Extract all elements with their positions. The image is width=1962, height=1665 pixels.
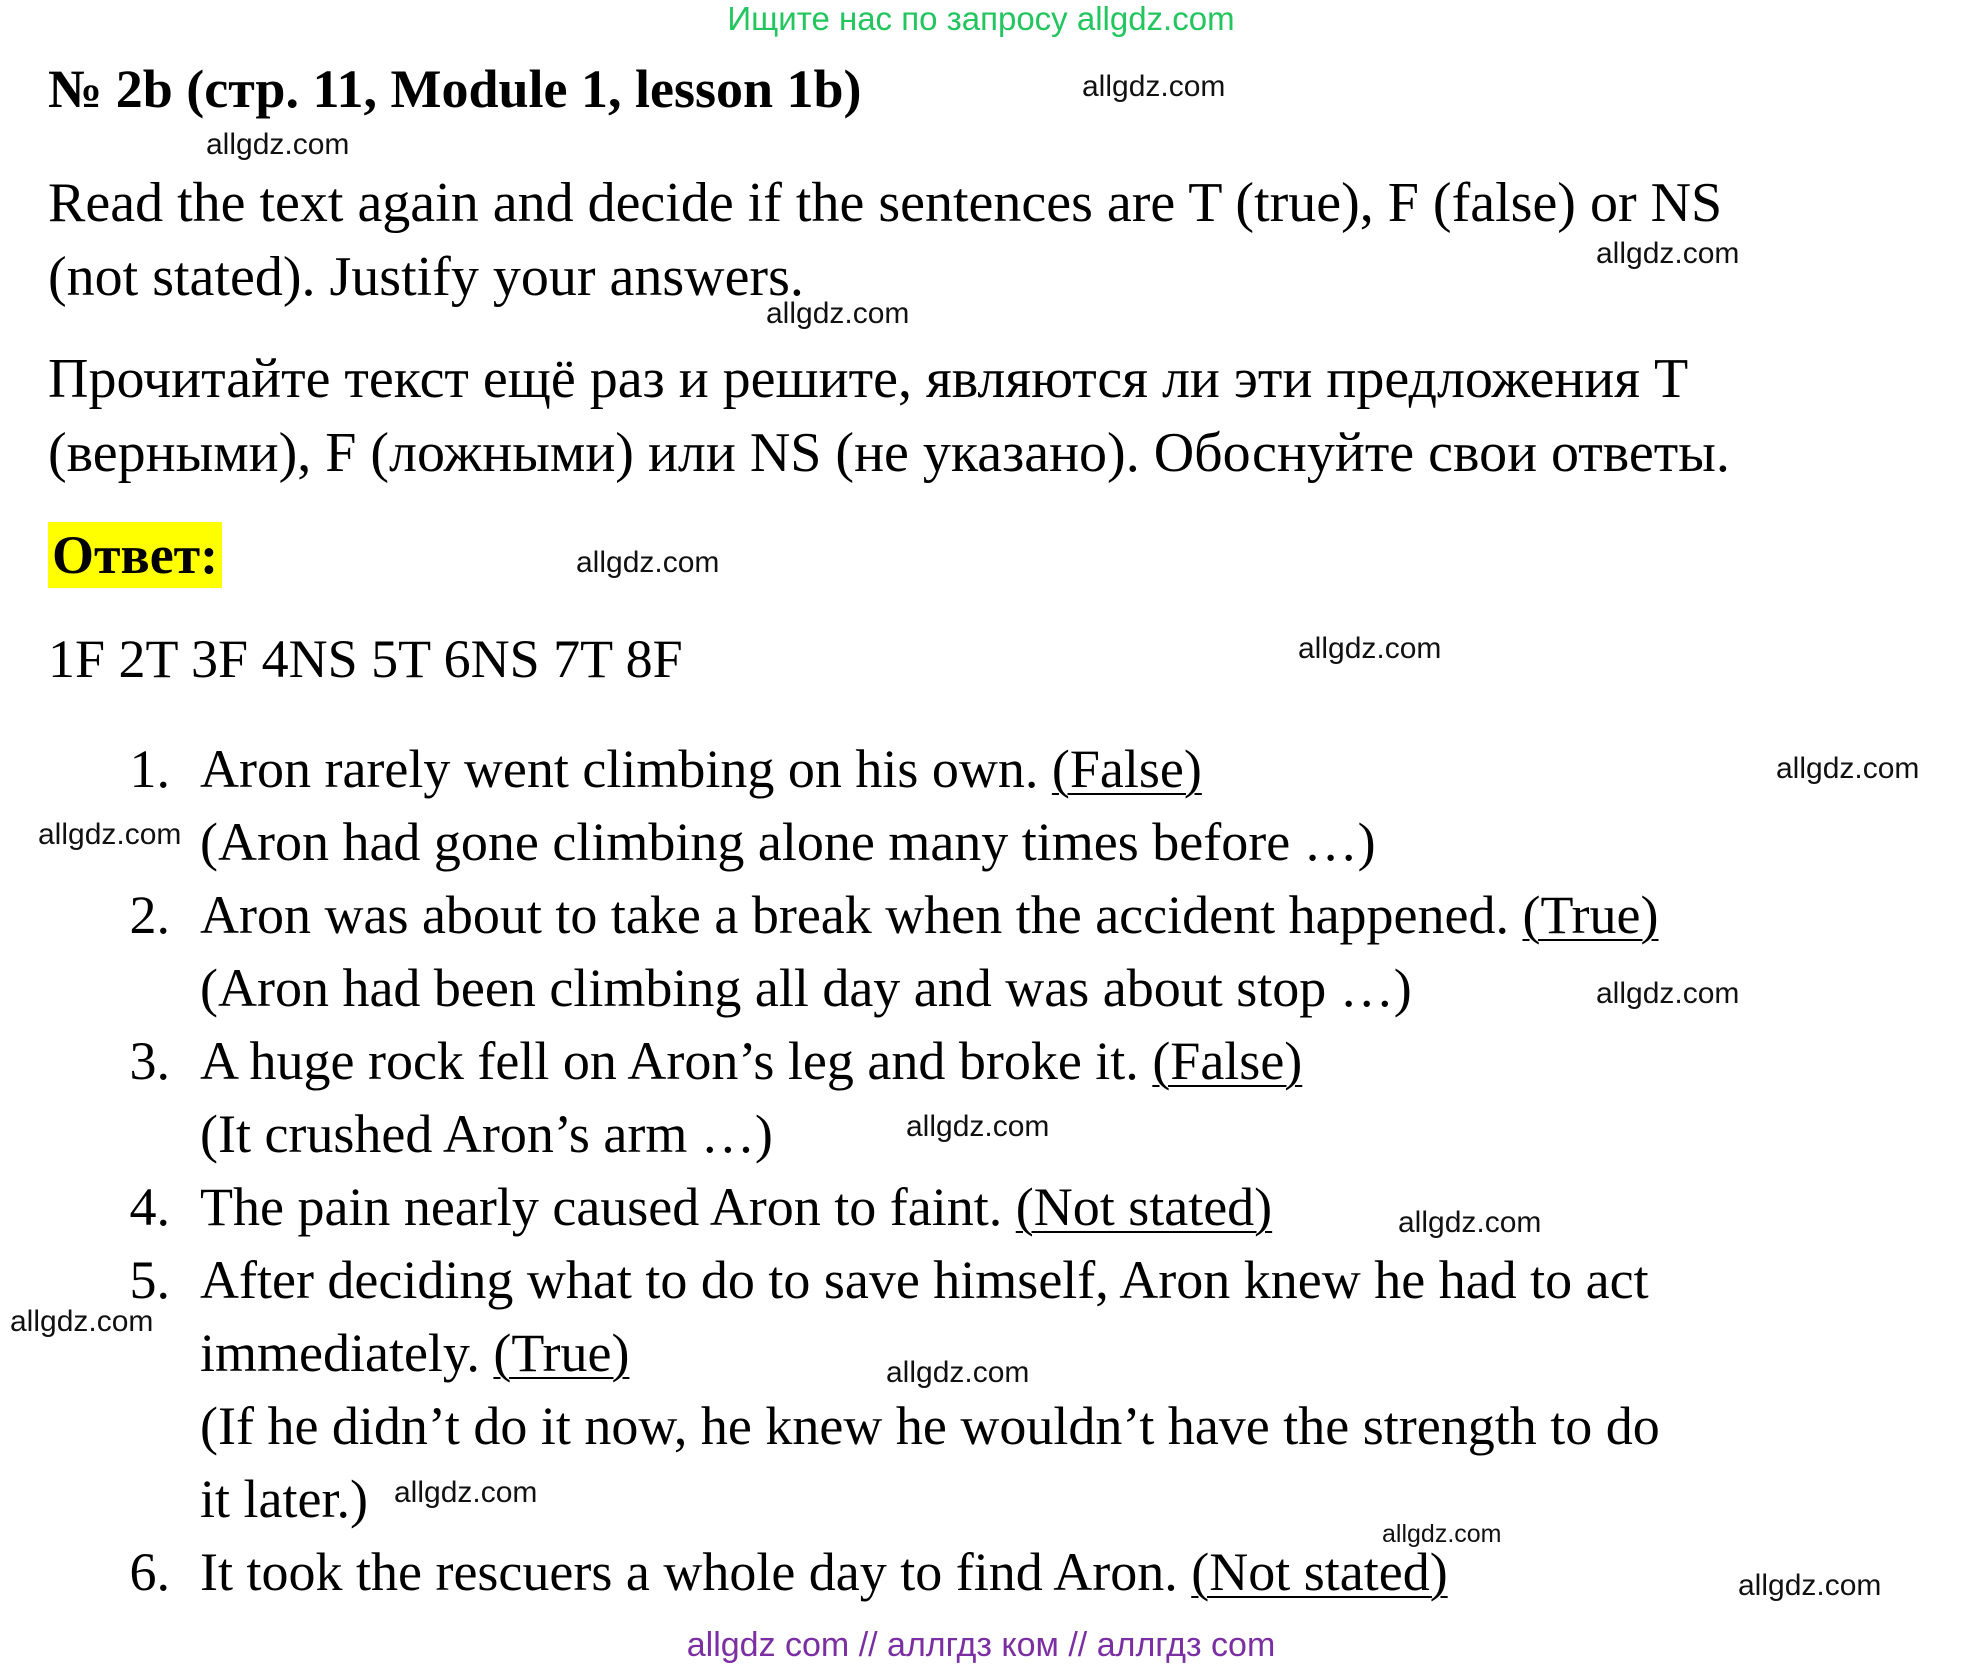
answer-key: 1F 2T 3F 4NS 5T 6NS 7T 8F	[48, 629, 683, 689]
watermark: allgdz.com	[766, 297, 910, 330]
instruction-en-line-2: (not stated). Justify your answers.	[48, 246, 804, 308]
item-verdict: (True)	[1522, 885, 1659, 945]
item-verdict: (True)	[493, 1323, 630, 1383]
item-justification: (If he didn’t do it now, he knew he wouldn’t have the strength to do	[200, 1396, 1660, 1456]
watermark: allgdz.com	[1298, 632, 1442, 665]
item-line	[200, 884, 1659, 946]
item-number: 4.	[129, 1177, 170, 1237]
item-text: Aron rarely went climbing on his own.	[200, 739, 1052, 799]
item-text: The pain nearly caused Aron to faint.	[200, 1177, 1016, 1237]
item-verdict: (Not stated)	[1191, 1542, 1448, 1602]
item-line	[200, 738, 1202, 800]
item-number: 3.	[129, 1031, 170, 1091]
footer-banner: allgdz com // аллгдз ком // аллгдз com	[686, 1626, 1276, 1664]
watermark: allgdz.com	[1596, 977, 1740, 1010]
watermark: allgdz.com	[576, 546, 720, 579]
watermark: allgdz.com	[1596, 237, 1740, 270]
top-banner: Ищите нас по запросу allgdz.com	[727, 0, 1235, 37]
item-text: It took the rescuers a whole day to find Aron.	[200, 1542, 1192, 1602]
watermark: allgdz.com	[1382, 1520, 1502, 1548]
item-line	[200, 1322, 629, 1384]
watermark: allgdz.com	[1398, 1206, 1542, 1239]
watermark: allgdz.com	[1776, 752, 1920, 785]
item-number: 6.	[129, 1542, 170, 1602]
item-line	[200, 1030, 1302, 1092]
item-verdict: (Not stated)	[1015, 1177, 1273, 1237]
item-verdict: (False)	[1152, 1031, 1303, 1091]
item-line	[200, 1176, 1272, 1238]
item-text: immediately.	[200, 1323, 494, 1383]
item-justification: (Aron had gone climbing alone many times before …)	[200, 812, 1376, 872]
item-number: 2.	[129, 885, 170, 945]
item-justification: it later.)	[200, 1469, 368, 1529]
watermark: allgdz.com	[1738, 1569, 1882, 1602]
item-justification: (Aron had been climbing all day and was about stop …)	[200, 958, 1412, 1018]
watermark: allgdz.com	[38, 818, 182, 851]
watermark: allgdz.com	[394, 1476, 538, 1509]
item-verdict: (False)	[1051, 739, 1202, 799]
item-text: After deciding what to do to save himself, Aron knew he had to act	[200, 1250, 1649, 1310]
exercise-title: № 2b (стр. 11, Module 1, lesson 1b)	[48, 59, 862, 119]
item-number: 1.	[129, 739, 170, 799]
item-text: A huge rock fell on Aron’s leg and broke it.	[200, 1031, 1153, 1091]
instruction-en-line-1: Read the text again and decide if the sentences are T (true), F (false) or NS	[48, 172, 1723, 234]
watermark: allgdz.com	[1082, 70, 1226, 103]
watermark: allgdz.com	[206, 128, 350, 161]
item-number: 5.	[129, 1250, 170, 1310]
answer-label: Ответ:	[48, 522, 222, 588]
watermark: allgdz.com	[886, 1356, 1030, 1389]
item-justification: (It crushed Aron’s arm …)	[200, 1104, 773, 1164]
watermark: allgdz.com	[906, 1110, 1050, 1143]
instruction-ru-line-1: Прочитайте текст ещё раз и решите, являются ли эти предложения T	[48, 348, 1689, 410]
item-line	[200, 1541, 1448, 1603]
instruction-ru-line-2: (верными), F (ложными) или NS (не указано). Обоснуйте свои ответы.	[48, 422, 1730, 484]
item-text: Aron was about to take a break when the accident happened.	[200, 885, 1523, 945]
watermark: allgdz.com	[10, 1305, 154, 1338]
